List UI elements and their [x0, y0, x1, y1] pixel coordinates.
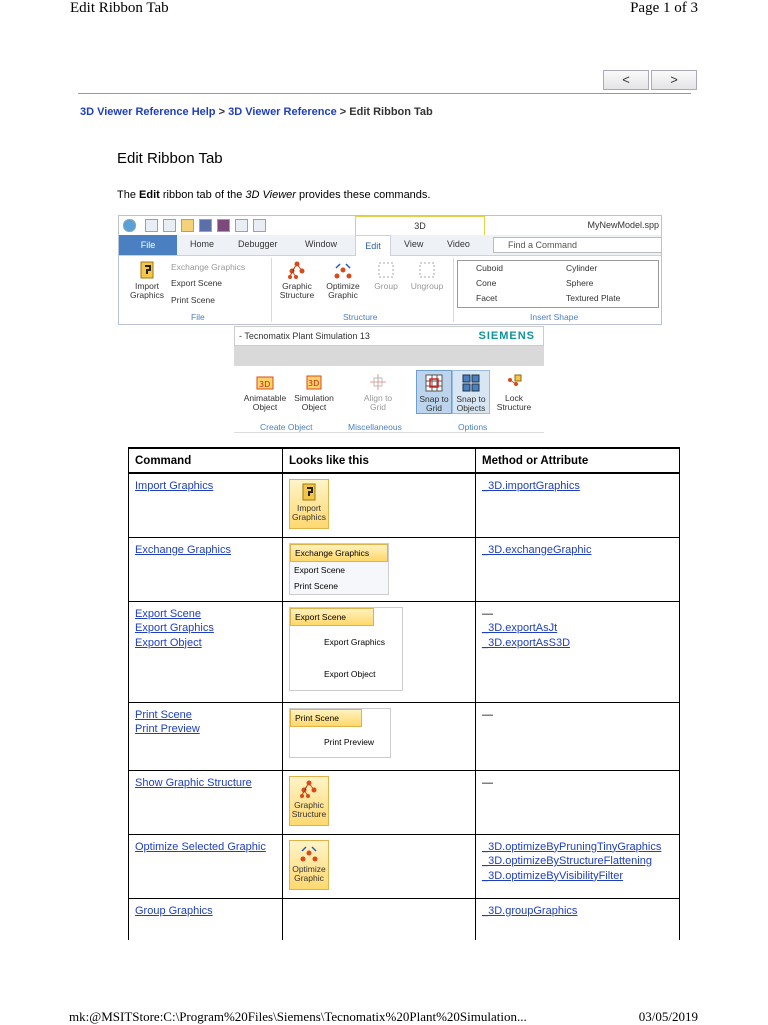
snap-to-grid-label: Snap to Grid: [419, 394, 449, 413]
intro-pre: The: [117, 189, 140, 201]
exchange-graphics-row: Exchange Graphics: [290, 544, 388, 562]
import-graphics-preview-label: Import Graphics: [291, 503, 326, 522]
group-label-file: File: [191, 312, 205, 322]
model-name: MyNewModel.spp: [587, 220, 659, 230]
looks-cell: [283, 770, 476, 834]
export-scene-row: Export Scene: [290, 608, 374, 626]
table-row: [129, 537, 680, 601]
optimize-graphic-preview: [289, 840, 329, 890]
folder-icon: [181, 219, 194, 232]
breadcrumb-link-help[interactable]: 3D Viewer Reference Help: [80, 106, 216, 118]
table-row: [129, 702, 680, 770]
method-cell: [476, 834, 680, 898]
lock-structure-button[interactable]: [492, 372, 536, 412]
command-link[interactable]: Show Graphic Structure: [135, 776, 252, 789]
exchange-graphics-preview: [289, 543, 389, 595]
graphic-structure-icon: [287, 260, 307, 280]
looks-cell: [283, 601, 476, 702]
command-link[interactable]: Import Graphics: [135, 480, 214, 492]
dash: —: [482, 607, 493, 620]
command-link[interactable]: Export Graphics: [135, 622, 214, 634]
dash: —: [482, 776, 493, 789]
tab-debugger[interactable]: Debugger: [238, 239, 278, 249]
header-command: Command: [129, 448, 283, 473]
export-scene-button[interactable]: Export Scene: [171, 278, 223, 288]
command-link[interactable]: Group Graphics: [135, 904, 213, 917]
intro-mid: ribbon tab of the: [159, 189, 246, 201]
shape-cuboid[interactable]: Cuboid: [476, 263, 503, 273]
table-row: [129, 473, 680, 537]
method-cell: [476, 601, 680, 702]
animatable-object-label: Animatable Object: [243, 393, 287, 412]
page-title: Edit Ribbon Tab: [117, 150, 223, 167]
group-label-insert-shape: Insert Shape: [530, 312, 579, 322]
breadcrumb: [80, 106, 433, 118]
graphic-structure-preview-label: Graphic Structure: [291, 799, 327, 819]
simulation-object-button[interactable]: [292, 372, 336, 412]
new-icon: [145, 219, 158, 232]
lock-structure-label: Lock Structure: [496, 393, 532, 412]
save-icon: [199, 219, 212, 232]
command-cell: [129, 601, 283, 702]
simulation-object-icon: [304, 372, 324, 392]
align-to-grid-label: Align to Grid: [363, 393, 393, 412]
export-scene-preview: [289, 607, 403, 691]
titlebar-band: [234, 346, 544, 366]
import-graphics-label: Import Graphics: [129, 281, 164, 300]
breadcrumb-link-reference[interactable]: 3D Viewer Reference: [228, 106, 337, 118]
save-as-icon: [217, 219, 230, 232]
print-footer-date: 03/05/2019: [638, 1009, 698, 1024]
snap-to-objects-button[interactable]: [452, 370, 490, 414]
quick-access-toolbar: [119, 216, 661, 234]
optimize-graphic-icon: [333, 260, 353, 280]
print-scene-row: Print Scene: [294, 580, 338, 591]
ribbon-screenshot-edit: [118, 215, 662, 325]
command-cell: [129, 473, 283, 537]
looks-cell: [283, 537, 476, 601]
table-row: [129, 601, 680, 702]
svg-text:3D: 3D: [259, 380, 271, 389]
group-label-options: Options: [458, 422, 488, 432]
intro-bold: Edit: [139, 189, 160, 201]
command-link[interactable]: Optimize Selected Graphic: [135, 840, 266, 853]
group-label-miscellaneous: Miscellaneous: [348, 422, 402, 432]
method-cell: [476, 898, 680, 940]
import-graphics-preview: [289, 479, 329, 529]
method-link[interactable]: _3D.importGraphics: [482, 480, 580, 492]
shape-sphere[interactable]: Sphere: [566, 278, 594, 288]
breadcrumb-separator: >: [336, 106, 350, 118]
command-link[interactable]: Exchange Graphics: [135, 543, 231, 556]
command-link[interactable]: Print Scene: [135, 708, 192, 721]
next-button[interactable]: >: [651, 70, 697, 90]
import-graphics-button[interactable]: [127, 260, 167, 300]
group-separator: [271, 258, 272, 322]
animatable-object-button[interactable]: [240, 372, 290, 412]
command-cell: [129, 537, 283, 601]
method-link[interactable]: _3D.optimizeByVisibilityFilter: [482, 869, 624, 882]
previous-button[interactable]: <: [603, 70, 649, 90]
table-row: [129, 834, 680, 898]
group-button[interactable]: [369, 260, 403, 291]
header-looks: Looks like this: [283, 448, 476, 473]
simulation-object-label: Simulation Object: [294, 393, 334, 412]
method-link[interactable]: _3D.groupGraphics: [482, 904, 578, 917]
export-scene-row: Export Scene: [294, 564, 346, 575]
shape-gallery: [457, 260, 659, 308]
shape-textured-plate[interactable]: Textured Plate: [566, 293, 621, 303]
group-label: Group: [374, 281, 398, 291]
import-graphics-icon: [137, 260, 157, 280]
open-icon: [163, 219, 176, 232]
export-graphics-row: Export Graphics: [324, 636, 385, 647]
svg-text:3D: 3D: [308, 379, 320, 388]
snap-to-grid-button[interactable]: [416, 370, 452, 414]
commands-table: [128, 447, 680, 940]
table-row: [129, 770, 680, 834]
intro-text: [117, 189, 430, 201]
tab-view[interactable]: View: [404, 239, 424, 249]
snap-to-objects-icon: [461, 373, 481, 393]
find-command-input[interactable]: Find a Command: [493, 237, 662, 253]
looks-cell: [283, 702, 476, 770]
method-link[interactable]: _3D.exchangeGraphic: [482, 543, 592, 556]
command-link[interactable]: Export Scene: [135, 607, 202, 620]
align-to-grid-button[interactable]: [356, 372, 400, 412]
looks-cell: [283, 473, 476, 537]
dash: —: [482, 708, 493, 721]
app-title: - Tecnomatix Plant Simulation 13: [239, 331, 370, 341]
method-cell: [476, 473, 680, 537]
ribbon-tabs: [119, 235, 661, 256]
divider: [78, 93, 691, 94]
method-link[interactable]: _3D.exportAsS3D: [482, 636, 571, 649]
graphic-structure-preview: [289, 776, 329, 826]
command-cell: [129, 702, 283, 770]
group-label-structure: Structure: [343, 312, 378, 322]
breadcrumb-separator: >: [215, 106, 229, 118]
print-icon: [235, 219, 248, 232]
print-footer-url: mk:@MSITStore:C:\Program%20Files\Siemens\Tecnomatix%20Plant%20Simulation...: [69, 1009, 527, 1024]
method-cell: [476, 702, 680, 770]
snap-to-objects-label: Snap to Objects: [456, 394, 486, 413]
shape-facet[interactable]: Facet: [476, 293, 498, 303]
ungroup-button[interactable]: [407, 260, 447, 291]
shape-cylinder[interactable]: Cylinder: [566, 263, 598, 273]
tools-icon: [253, 219, 266, 232]
command-cell: [129, 898, 283, 940]
group-icon: [376, 260, 396, 280]
shape-cone[interactable]: Cone: [476, 278, 497, 288]
graphic-structure-label: Graphic Structure: [279, 281, 315, 300]
import-graphics-icon: [299, 482, 319, 502]
intro-italic: 3D Viewer: [245, 189, 296, 201]
table-row: [129, 898, 680, 940]
tab-window[interactable]: Window: [305, 239, 338, 249]
ungroup-label: Ungroup: [410, 281, 444, 291]
print-scene-button[interactable]: Print Scene: [171, 295, 215, 305]
print-header-page: Page 1 of 3: [630, 0, 698, 16]
print-header-title: Edit Ribbon Tab: [70, 0, 169, 16]
breadcrumb-current: Edit Ribbon Tab: [349, 106, 433, 118]
lock-structure-icon: [504, 372, 524, 392]
print-preview-row: Print Preview: [324, 736, 375, 747]
optimize-graphic-label: Optimize Graphic: [326, 281, 360, 300]
graphic-structure-button[interactable]: [277, 260, 317, 300]
siemens-logo: SIEMENS: [478, 330, 535, 342]
command-link[interactable]: Print Preview: [135, 723, 200, 735]
app-icon: [123, 219, 136, 232]
command-cell: [129, 770, 283, 834]
tab-edit[interactable]: Edit: [355, 235, 391, 256]
optimize-graphic-icon: [299, 843, 319, 863]
print-scene-row: Print Scene: [290, 709, 362, 727]
method-link[interactable]: _3D.exportAsJt: [482, 622, 558, 634]
export-object-row: Export Object: [324, 668, 376, 679]
optimize-graphic-button[interactable]: [323, 260, 363, 300]
header-method: Method or Attribute: [476, 448, 680, 473]
method-cell: [476, 537, 680, 601]
ungroup-icon: [417, 260, 437, 280]
method-link[interactable]: _3D.optimizeByPruningTinyGraphics: [482, 840, 662, 853]
command-link[interactable]: Export Object: [135, 636, 202, 649]
method-link[interactable]: _3D.optimizeByStructureFlattening: [482, 855, 652, 867]
tab-video[interactable]: Video: [447, 239, 470, 249]
app-titlebar: [234, 326, 544, 346]
optimize-graphic-preview-label: Optimize Graphic: [292, 863, 326, 883]
animatable-object-icon: [255, 372, 275, 392]
intro-post: provides these commands.: [295, 189, 431, 201]
snap-to-grid-icon: [424, 373, 444, 393]
group-separator: [453, 258, 454, 322]
method-cell: [476, 770, 680, 834]
tab-file[interactable]: File: [119, 235, 177, 255]
print-scene-preview: [289, 708, 391, 758]
context-tab-3d: 3D: [355, 216, 485, 235]
group-label-create-object: Create Object: [260, 422, 313, 432]
command-cell: [129, 834, 283, 898]
align-to-grid-icon: [368, 372, 388, 392]
looks-cell: [283, 898, 476, 940]
nav-buttons: [603, 70, 699, 90]
tab-home[interactable]: Home: [190, 239, 215, 249]
graphic-structure-icon: [299, 779, 319, 799]
ribbon-screenshot-options: [234, 326, 544, 434]
looks-cell: [283, 834, 476, 898]
table-header-row: [129, 448, 680, 473]
exchange-graphics-button[interactable]: Exchange Graphics: [171, 262, 246, 272]
